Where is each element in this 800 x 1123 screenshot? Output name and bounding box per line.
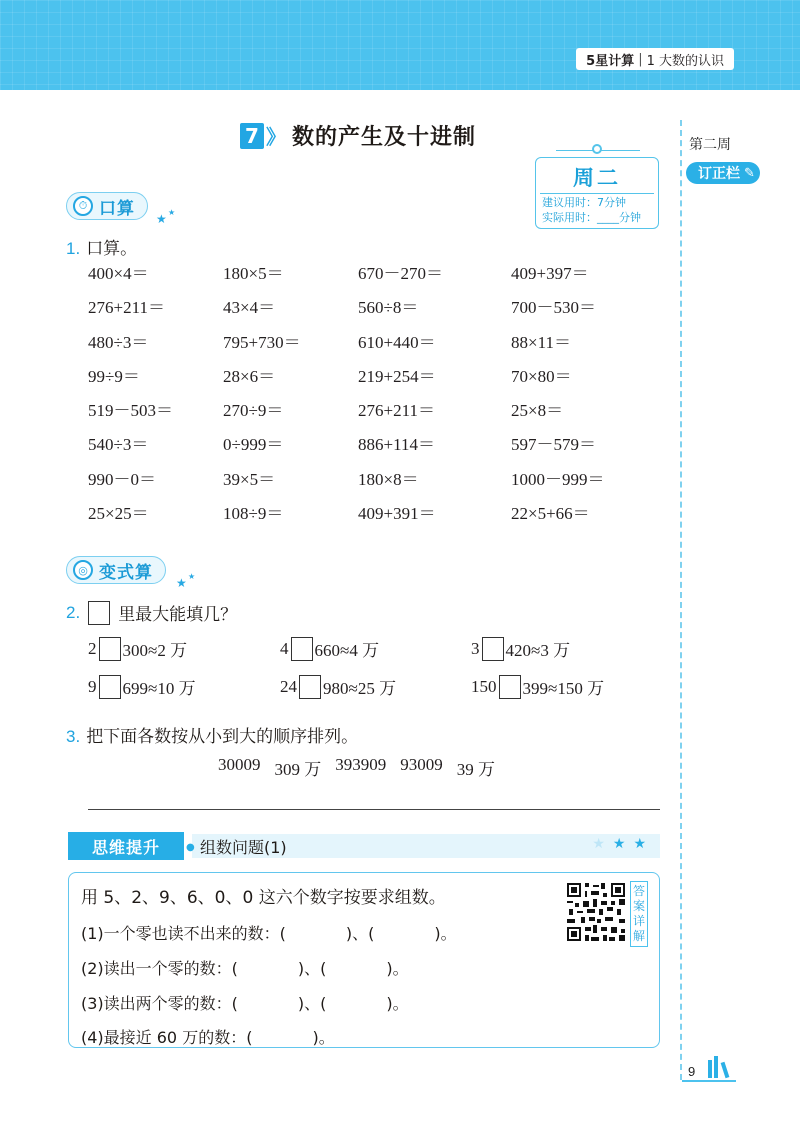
page-number: 9	[688, 1064, 696, 1079]
problem-part-3	[81, 991, 409, 1014]
qr-code-icon[interactable]	[565, 881, 627, 943]
series-unit: 1 大数的认识	[646, 53, 724, 69]
calc-item: 25×8＝	[511, 401, 564, 421]
stopwatch-icon: ⏱	[73, 196, 93, 216]
question-3-title	[66, 722, 358, 747]
week-label: 第二周	[689, 137, 731, 153]
problem-part-2	[81, 956, 409, 979]
estimate-suffix: 980≈25 万	[323, 679, 397, 698]
calc-item: 560÷8＝	[358, 298, 419, 318]
calc-item: 276+211＝	[88, 298, 165, 318]
oral-calc-grid	[88, 262, 648, 525]
digit-input-box[interactable]	[299, 675, 321, 699]
question-2-title	[66, 600, 237, 625]
header-bar	[0, 0, 800, 90]
digit-input-box[interactable]	[291, 637, 313, 661]
question-1-text: 口算。	[86, 239, 138, 259]
series-tag	[576, 48, 734, 70]
book-spine	[708, 1060, 712, 1078]
calc-item: 25×25＝	[88, 504, 149, 524]
question-3-number: 3.	[66, 727, 81, 746]
calc-item: 99÷9＝	[88, 366, 140, 386]
thinking-topic: 组数问题(1)	[200, 838, 287, 857]
estimate-item	[471, 674, 604, 699]
question-2-number: 2.	[66, 602, 81, 622]
calc-item: 39×5＝	[223, 469, 276, 489]
calc-item: 886+114＝	[358, 435, 435, 455]
calc-item: 276+211＝	[358, 401, 435, 421]
series-separator: |	[638, 51, 643, 67]
problem-part-4	[81, 1025, 335, 1048]
estimate-item	[88, 636, 280, 661]
calc-item: 540÷3＝	[88, 435, 149, 455]
correction-tag	[686, 162, 760, 184]
pencil-icon: ✎	[744, 165, 755, 181]
estimate-suffix: 399≈150 万	[522, 679, 605, 698]
suggested-time: 建议用时：7分钟	[542, 196, 626, 209]
calc-item: 22×5+66＝	[511, 504, 590, 524]
page-rule	[682, 1080, 736, 1082]
calc-item: 400×4＝	[88, 264, 149, 283]
part-end: )。	[434, 924, 457, 943]
pin-icon	[592, 144, 602, 154]
calc-item: 597－579＝	[511, 435, 596, 455]
star-icon: ★	[633, 836, 654, 852]
digit-input-box[interactable]	[99, 637, 121, 661]
estimate-item	[88, 674, 280, 699]
calc-item: 180×8＝	[358, 469, 419, 489]
estimate-item	[280, 636, 471, 661]
calc-item: 0÷999＝	[223, 435, 284, 455]
calc-item: 670－270＝	[358, 264, 443, 283]
estimate-prefix: 2	[88, 638, 97, 658]
digit-input-box[interactable]	[99, 675, 121, 699]
lesson-title-text: 数的产生及十进制	[292, 125, 477, 150]
books-icon	[708, 1056, 727, 1078]
part-end: )。	[312, 1028, 335, 1047]
part-text: (3)读出两个零的数：(	[81, 994, 238, 1013]
question-3-text: 把下面各数按从小到大的顺序排列。	[86, 727, 359, 747]
lesson-number: 7	[240, 123, 264, 149]
question-2-text: 里最大能填几？	[118, 605, 238, 625]
order-numbers	[218, 755, 495, 780]
part-text: (1)一个零也读不出来的数：(	[81, 924, 286, 943]
thinking-label: 思维提升	[68, 832, 184, 860]
estimate-prefix: 24	[280, 676, 297, 696]
question-1-number: 1.	[66, 239, 81, 258]
calc-item: 28×6＝	[223, 366, 276, 386]
order-number: 309 万	[274, 760, 322, 779]
order-number: 393909	[335, 755, 387, 774]
question-1-title	[66, 234, 137, 259]
star-small-icon: ★	[188, 572, 196, 581]
difficulty-stars	[592, 836, 654, 852]
part-end: )。	[386, 994, 409, 1013]
part-end: )。	[386, 959, 409, 978]
actual-time: 实际用时：____分钟	[542, 211, 641, 224]
answer-line[interactable]	[88, 809, 660, 810]
estimate-prefix: 9	[88, 676, 97, 696]
section-variant	[66, 556, 166, 584]
estimate-suffix: 300≈2 万	[122, 641, 188, 660]
chevron-right-icon: 》	[266, 125, 286, 149]
dot-icon: ●	[186, 842, 195, 853]
qr-code-graphic	[565, 881, 627, 943]
star-icon: ★	[156, 212, 167, 226]
order-number: 30009	[218, 755, 261, 774]
estimate-item	[471, 636, 570, 661]
lesson-title	[240, 120, 476, 151]
part-mid: )、(	[297, 959, 327, 978]
section-oral	[66, 192, 148, 220]
calc-item: 1000－999＝	[511, 469, 605, 489]
calc-item: 795+730＝	[223, 332, 301, 352]
calc-item: 990－0＝	[88, 469, 156, 489]
part-mid: )、(	[345, 924, 375, 943]
book-spine	[714, 1056, 718, 1078]
part-text: (4)最接近 60 万的数：(	[81, 1028, 253, 1047]
estimate-prefix: 4	[280, 638, 289, 658]
order-number: 39 万	[456, 760, 495, 779]
calc-item: 270÷9＝	[223, 401, 284, 421]
calc-item: 180×5＝	[223, 264, 284, 283]
estimate-prefix: 3	[471, 638, 480, 658]
part-mid: )、(	[297, 994, 327, 1013]
calc-item: 519－503＝	[88, 401, 173, 421]
section-variant-label: 变式算	[99, 562, 153, 583]
calc-item: 219+254＝	[358, 366, 436, 386]
estimate-row	[88, 674, 604, 699]
star-small-icon: ★	[168, 208, 176, 217]
answer-detail-tag: 答案详解	[630, 881, 648, 947]
series-brand: 5星计算	[586, 53, 635, 69]
calc-item: 610+440＝	[358, 332, 436, 352]
calc-item: 43×4＝	[223, 298, 276, 318]
estimate-item	[280, 674, 471, 699]
calc-item: 70×80＝	[511, 366, 572, 386]
margin-divider	[680, 120, 682, 1080]
day-label: 周二	[573, 166, 621, 190]
calc-item: 409+391＝	[358, 504, 436, 524]
calc-item: 700－530＝	[511, 298, 596, 318]
thinking-header	[68, 832, 660, 860]
star-icon: ★	[612, 836, 634, 852]
calc-item: 108÷9＝	[223, 504, 284, 524]
calc-item: 480÷3＝	[88, 332, 149, 352]
estimate-suffix: 420≈3 万	[505, 641, 571, 660]
estimate-row	[88, 636, 570, 661]
estimate-suffix: 699≈10 万	[122, 679, 196, 698]
book-spine	[721, 1062, 730, 1078]
estimate-suffix: 660≈4 万	[314, 641, 380, 660]
part-text: (2)读出一个零的数：(	[81, 959, 238, 978]
day-card	[535, 157, 659, 229]
section-oral-label: 口算	[99, 198, 135, 219]
estimate-prefix: 150	[471, 676, 497, 696]
order-number: 93009	[400, 755, 443, 774]
star-icon: ★	[592, 836, 613, 852]
problem-part-1	[81, 921, 457, 944]
correction-label: 订正栏	[698, 166, 740, 182]
calc-item: 88×11＝	[511, 332, 571, 352]
star-icon: ★	[176, 576, 187, 590]
card-divider	[540, 193, 654, 194]
calc-item: 409+397＝	[511, 264, 589, 283]
target-icon: ◎	[73, 560, 93, 580]
digit-input-box[interactable]	[499, 675, 521, 699]
problem-intro: 用 5、2、9、6、0、0 这六个数字按要求组数。	[81, 888, 446, 908]
answer-box-icon	[88, 601, 110, 625]
digit-input-box[interactable]	[482, 637, 504, 661]
